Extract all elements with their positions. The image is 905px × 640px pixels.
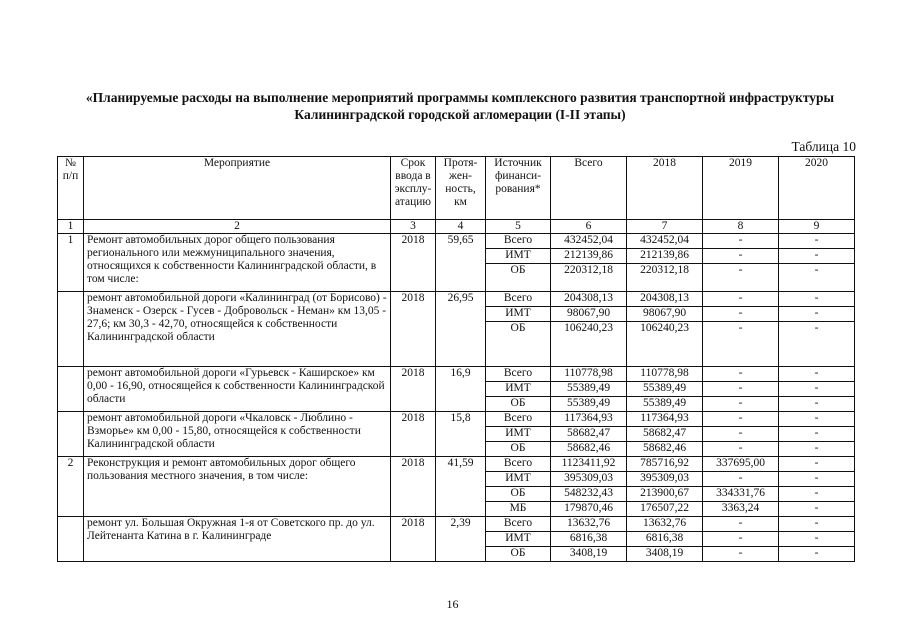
year-2018-cell: 204308,13 — [627, 292, 703, 307]
year-2018-cell: 55389,49 — [627, 397, 703, 412]
year-2018-cell: 432452,04 — [627, 234, 703, 249]
year-2020-cell: - — [779, 234, 855, 249]
source-cell: ИМТ — [486, 532, 551, 547]
source-cell: Всего — [486, 517, 551, 532]
year-2018-cell: 785716,92 — [627, 457, 703, 472]
year-2019-cell: - — [703, 517, 779, 532]
year-2020-cell: - — [779, 307, 855, 322]
year-2019-cell: - — [703, 307, 779, 322]
column-number: 1 — [58, 220, 84, 234]
measure-cell: ремонт ул. Большая Окружная 1-я от Советского пр. до ул. Лейтенанта Катина в г. Калининграде — [84, 517, 391, 562]
year-2019-cell: - — [703, 264, 779, 292]
table-row — [58, 234, 855, 249]
year-2018-cell: 3408,19 — [627, 547, 703, 562]
row-number: 1 — [58, 234, 84, 292]
source-cell: Всего — [486, 412, 551, 427]
year-2018-cell: 58682,46 — [627, 442, 703, 457]
source-cell: ОБ — [486, 442, 551, 457]
column-number: 6 — [551, 220, 627, 234]
header-2020: 2020 — [779, 157, 855, 220]
header-no: № п/п — [58, 157, 84, 220]
year-2018-cell: 110778,98 — [627, 367, 703, 382]
total-cell: 204308,13 — [551, 292, 627, 307]
source-cell: ИМТ — [486, 307, 551, 322]
length-cell: 16,9 — [436, 367, 486, 412]
row-number — [58, 517, 84, 562]
year-2020-cell: - — [779, 517, 855, 532]
year-2018-cell: 98067,90 — [627, 307, 703, 322]
header-2018: 2018 — [627, 157, 703, 220]
total-cell: 548232,43 — [551, 487, 627, 502]
source-cell: МБ — [486, 502, 551, 517]
source-cell: ИМТ — [486, 472, 551, 487]
year-2019-cell: - — [703, 547, 779, 562]
table-row — [58, 292, 855, 307]
source-cell: ИМТ — [486, 249, 551, 264]
total-cell: 220312,18 — [551, 264, 627, 292]
length-cell: 2,39 — [436, 517, 486, 562]
total-cell: 6816,38 — [551, 532, 627, 547]
measure-cell: ремонт автомобильной дороги «Гурьевск - Каширское» км 0,00 - 16,90, относящейся к собственности Калининградской области — [84, 367, 391, 412]
table-body — [58, 234, 855, 562]
term-cell: 2018 — [391, 457, 436, 517]
total-cell: 179870,46 — [551, 502, 627, 517]
source-cell: ОБ — [486, 547, 551, 562]
year-2019-cell: - — [703, 442, 779, 457]
year-2020-cell: - — [779, 532, 855, 547]
total-cell: 3408,19 — [551, 547, 627, 562]
year-2019-cell: - — [703, 292, 779, 307]
measure-cell: ремонт автомобильной дороги «Калининград (от Борисово) - Знаменск - Озерск - Гусев - Добровольск - Неман» км 13,05 - 27,6; км 30,3 - 42,70, относящейся к собственности Калининградской области — [84, 292, 391, 367]
total-cell: 212139,86 — [551, 249, 627, 264]
year-2019-cell: - — [703, 427, 779, 442]
source-cell: ОБ — [486, 397, 551, 412]
year-2019-cell: - — [703, 397, 779, 412]
column-number: 3 — [391, 220, 436, 234]
column-number: 5 — [486, 220, 551, 234]
total-cell: 58682,46 — [551, 442, 627, 457]
length-cell: 41,59 — [436, 457, 486, 517]
measure-cell: Ремонт автомобильных дорог общего пользования регионального или межмуниципального значения, относящихся к собственности Калининградской области, в том числе: — [84, 234, 391, 292]
year-2020-cell: - — [779, 322, 855, 367]
source-cell: ОБ — [486, 264, 551, 292]
page-number: 16 — [446, 597, 459, 611]
term-cell: 2018 — [391, 234, 436, 292]
year-2018-cell: 58682,47 — [627, 427, 703, 442]
column-number: 9 — [779, 220, 855, 234]
term-cell: 2018 — [391, 412, 436, 457]
length-cell: 26,95 — [436, 292, 486, 367]
row-number — [58, 292, 84, 367]
year-2018-cell: 117364,93 — [627, 412, 703, 427]
total-cell: 98067,90 — [551, 307, 627, 322]
year-2020-cell: - — [779, 487, 855, 502]
source-cell: Всего — [486, 457, 551, 472]
year-2020-cell: - — [779, 397, 855, 412]
measure-cell: Реконструкция и ремонт автомобильных дорог общего пользования местного значения, в том числе: — [84, 457, 391, 517]
header-2019: 2019 — [703, 157, 779, 220]
source-cell: Всего — [486, 234, 551, 249]
row-number — [58, 412, 84, 457]
year-2020-cell: - — [779, 502, 855, 517]
header-measure: Мероприятие — [84, 157, 391, 220]
column-number: 2 — [84, 220, 391, 234]
source-cell: ОБ — [486, 322, 551, 367]
table-row — [58, 367, 855, 382]
total-cell: 1123411,92 — [551, 457, 627, 472]
year-2019-cell: - — [703, 249, 779, 264]
year-2019-cell: 3363,24 — [703, 502, 779, 517]
header-source: Источник финанси-рования* — [486, 157, 551, 220]
document-title: «Планируемые расходы на выполнение мероприятий программы комплексного развития транспортной инфраструктуры Калининградской городской агломерации (I-II этапы) — [85, 90, 835, 122]
year-2020-cell: - — [779, 412, 855, 427]
year-2019-cell: - — [703, 322, 779, 367]
source-cell: ОБ — [486, 487, 551, 502]
year-2018-cell: 106240,23 — [627, 322, 703, 367]
total-cell: 13632,76 — [551, 517, 627, 532]
total-cell: 58682,47 — [551, 427, 627, 442]
source-cell: ИМТ — [486, 427, 551, 442]
total-cell: 55389,49 — [551, 397, 627, 412]
year-2019-cell: - — [703, 382, 779, 397]
year-2018-cell: 213900,67 — [627, 487, 703, 502]
column-number-row — [58, 220, 855, 234]
year-2020-cell: - — [779, 457, 855, 472]
year-2020-cell: - — [779, 367, 855, 382]
total-cell: 110778,98 — [551, 367, 627, 382]
length-cell: 15,8 — [436, 412, 486, 457]
year-2020-cell: - — [779, 547, 855, 562]
year-2019-cell: - — [703, 532, 779, 547]
table-label: Таблица 10 — [791, 139, 856, 154]
column-number: 4 — [436, 220, 486, 234]
year-2020-cell: - — [779, 442, 855, 457]
year-2018-cell: 6816,38 — [627, 532, 703, 547]
total-cell: 117364,93 — [551, 412, 627, 427]
table-row — [58, 517, 855, 532]
total-cell: 106240,23 — [551, 322, 627, 367]
year-2020-cell: - — [779, 264, 855, 292]
year-2019-cell: 337695,00 — [703, 457, 779, 472]
year-2019-cell: - — [703, 367, 779, 382]
total-cell: 395309,03 — [551, 472, 627, 487]
year-2018-cell: 395309,03 — [627, 472, 703, 487]
source-cell: ИМТ — [486, 382, 551, 397]
column-number: 7 — [627, 220, 703, 234]
year-2019-cell: - — [703, 472, 779, 487]
source-cell: Всего — [486, 367, 551, 382]
year-2019-cell: 334331,76 — [703, 487, 779, 502]
year-2019-cell: - — [703, 412, 779, 427]
header-row — [58, 157, 855, 220]
year-2020-cell: - — [779, 249, 855, 264]
year-2018-cell: 212139,86 — [627, 249, 703, 264]
year-2020-cell: - — [779, 292, 855, 307]
row-number: 2 — [58, 457, 84, 517]
table-row — [58, 457, 855, 472]
column-number: 8 — [703, 220, 779, 234]
year-2018-cell: 55389,49 — [627, 382, 703, 397]
length-cell: 59,65 — [436, 234, 486, 292]
expenses-table — [57, 156, 855, 562]
year-2019-cell: - — [703, 234, 779, 249]
header-length: Протя-жен-ность, км — [436, 157, 486, 220]
term-cell: 2018 — [391, 367, 436, 412]
year-2018-cell: 13632,76 — [627, 517, 703, 532]
header-total: Всего — [551, 157, 627, 220]
measure-cell: ремонт автомобильной дороги «Чкаловск - Люблино - Взморье» км 0,00 - 15,80, относящейся к собственности Калининградской области — [84, 412, 391, 457]
total-cell: 432452,04 — [551, 234, 627, 249]
year-2018-cell: 220312,18 — [627, 264, 703, 292]
row-number — [58, 367, 84, 412]
term-cell: 2018 — [391, 517, 436, 562]
table-row — [58, 412, 855, 427]
year-2020-cell: - — [779, 472, 855, 487]
year-2020-cell: - — [779, 382, 855, 397]
term-cell: 2018 — [391, 292, 436, 367]
source-cell: Всего — [486, 292, 551, 307]
header-term: Срок ввода в эксплу-атацию — [391, 157, 436, 220]
year-2020-cell: - — [779, 427, 855, 442]
year-2018-cell: 176507,22 — [627, 502, 703, 517]
total-cell: 55389,49 — [551, 382, 627, 397]
